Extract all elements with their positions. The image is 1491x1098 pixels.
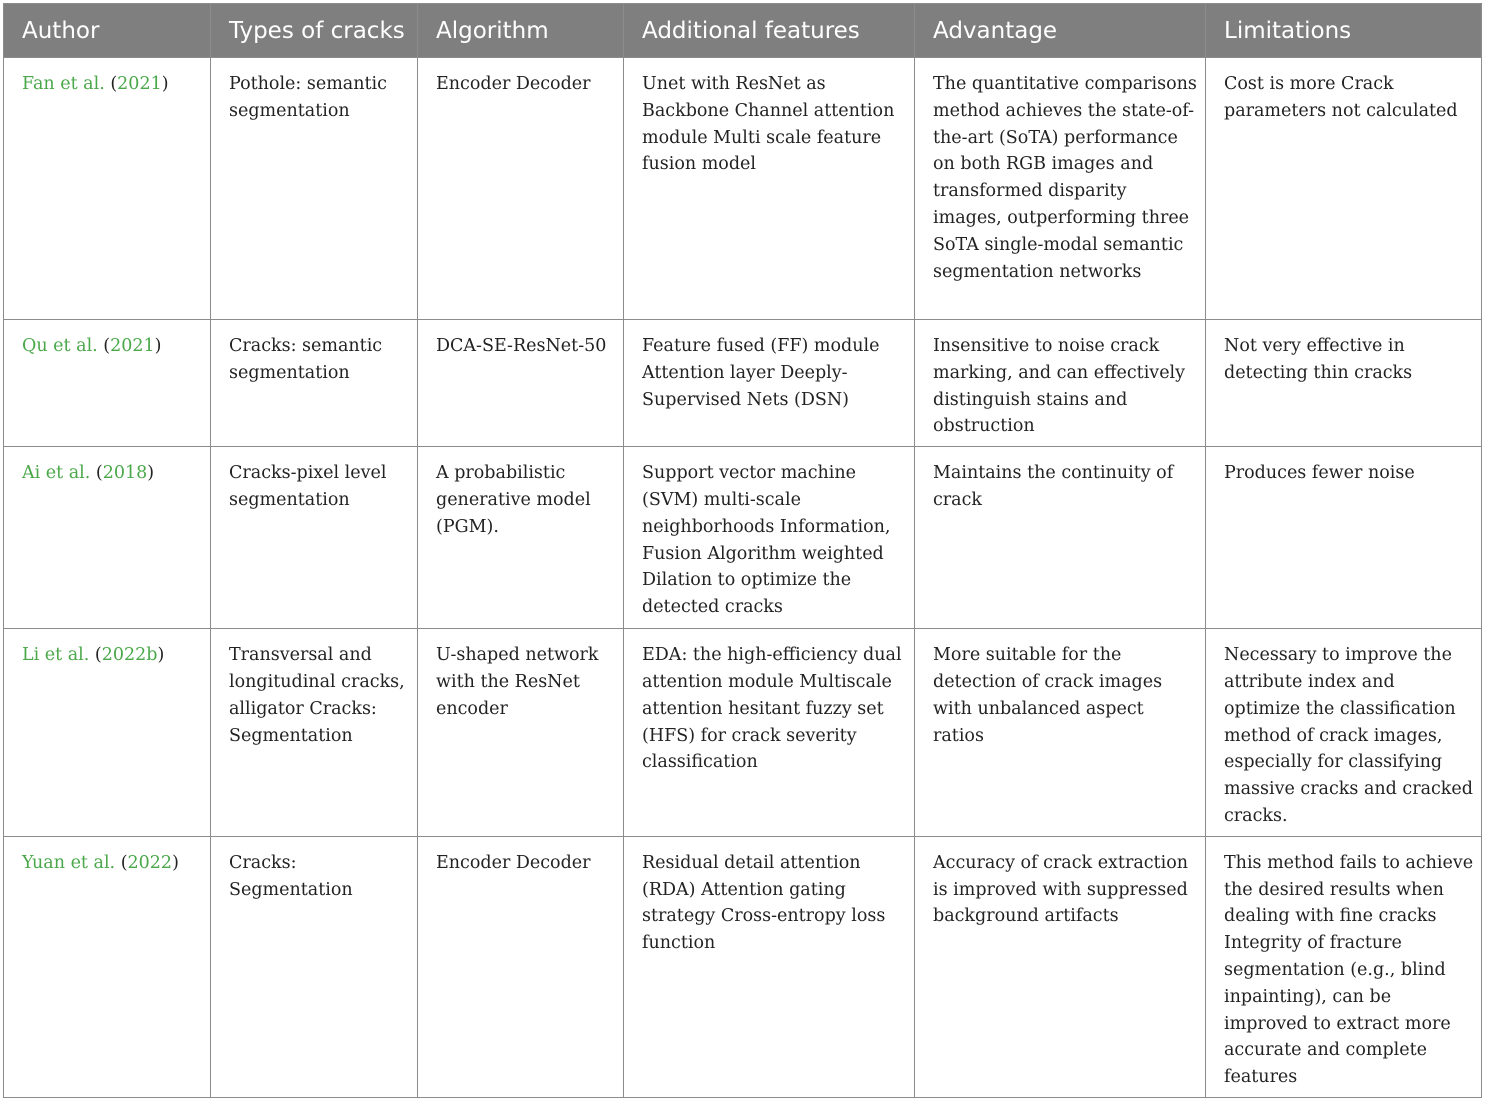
header-additional-features: Additional features bbox=[624, 4, 915, 58]
table-body bbox=[4, 58, 1482, 1098]
author-cell: Ai et al. (2018) bbox=[4, 447, 211, 629]
types-cell: Pothole: semantic segmentation bbox=[211, 58, 418, 320]
table-row bbox=[4, 58, 1482, 320]
author-link[interactable]: Qu et al. bbox=[22, 336, 98, 356]
types-cell: Cracks: semantic segmentation bbox=[211, 320, 418, 447]
year-link[interactable]: 2021 bbox=[117, 74, 162, 94]
features-cell: Feature fused (FF) module Attention layer Deeply-Supervised Nets (DSN) bbox=[624, 320, 915, 447]
types-cell: Cracks: Segmentation bbox=[211, 836, 418, 1097]
header-row bbox=[4, 4, 1482, 58]
table-header bbox=[4, 4, 1482, 58]
types-cell: Transversal and longitudinal cracks, alligator Cracks: Segmentation bbox=[211, 629, 418, 837]
algorithm-cell: U-shaped network with the ResNet encoder bbox=[418, 629, 624, 837]
limitations-cell: Necessary to improve the attribute index and optimize the classification method of crack images, especially for classifying massive cracks and cracked cracks. bbox=[1206, 629, 1482, 837]
comparison-table bbox=[3, 3, 1482, 1098]
author-cell: Li et al. (2022b) bbox=[4, 629, 211, 837]
author-cell: Qu et al. (2021) bbox=[4, 320, 211, 447]
advantage-cell: Maintains the continuity of crack bbox=[915, 447, 1206, 629]
header-author: Author bbox=[4, 4, 211, 58]
advantage-cell: The quantitative comparisons method achieves the state-of-the-art (SoTA) performance on both RGB images and transformed disparity images, outperforming three SoTA single-modal semantic segmentation networks bbox=[915, 58, 1206, 320]
header-types-of-cracks: Types of cracks bbox=[211, 4, 418, 58]
features-cell: Residual detail attention (RDA) Attention gating strategy Cross-entropy loss function bbox=[624, 836, 915, 1097]
header-algorithm: Algorithm bbox=[418, 4, 624, 58]
author-link[interactable]: Li et al. bbox=[22, 645, 90, 666]
header-limitations: Limitations bbox=[1206, 4, 1482, 58]
advantage-cell: Insensitive to noise crack marking, and can effectively distinguish stains and obstruction bbox=[915, 320, 1206, 447]
limitations-cell: Not very effective in detecting thin cracks bbox=[1206, 320, 1482, 447]
algorithm-cell: DCA-SE-ResNet-50 bbox=[418, 320, 624, 447]
limitations-cell: Produces fewer noise bbox=[1206, 447, 1482, 629]
types-cell: Cracks-pixel level segmentation bbox=[211, 447, 418, 629]
author-link[interactable]: Fan et al. bbox=[22, 74, 105, 94]
limitations-cell: This method fails to achieve the desired results when dealing with fine cracks Integrity of fracture segmentation (e.g., blind inpainting), can be improved to extract more accurate and complete features bbox=[1206, 836, 1482, 1097]
year-link[interactable]: 2022b bbox=[101, 645, 158, 666]
author-cell: Yuan et al. (2022) bbox=[4, 836, 211, 1097]
author-link[interactable]: Ai et al. bbox=[22, 463, 91, 484]
table-row bbox=[4, 447, 1482, 629]
table-row bbox=[4, 836, 1482, 1097]
author-link[interactable]: Yuan et al. bbox=[22, 852, 116, 873]
features-cell: Unet with ResNet as Backbone Channel attention module Multi scale feature fusion model bbox=[624, 58, 915, 320]
year-link[interactable]: 2022 bbox=[127, 852, 173, 873]
algorithm-cell: A probabilistic generative model (PGM). bbox=[418, 447, 624, 629]
algorithm-cell: Encoder Decoder bbox=[418, 58, 624, 320]
features-cell: EDA: the high-efficiency dual attention module Multiscale attention hesitant fuzzy set (HFS) for crack severity classification bbox=[624, 629, 915, 837]
table-row bbox=[4, 629, 1482, 837]
author-cell: Fan et al. (2021) bbox=[4, 58, 211, 320]
features-cell: Support vector machine (SVM) multi-scale neighborhoods Information, Fusion Algorithm weighted Dilation to optimize the detected cracks bbox=[624, 447, 915, 629]
header-advantage: Advantage bbox=[915, 4, 1206, 58]
year-link[interactable]: 2018 bbox=[102, 463, 148, 484]
table-row bbox=[4, 320, 1482, 447]
algorithm-cell: Encoder Decoder bbox=[418, 836, 624, 1097]
advantage-cell: More suitable for the detection of crack images with unbalanced aspect ratios bbox=[915, 629, 1206, 837]
limitations-cell: Cost is more Crack parameters not calculated bbox=[1206, 58, 1482, 320]
advantage-cell: Accuracy of crack extraction is improved with suppressed background artifacts bbox=[915, 836, 1206, 1097]
year-link[interactable]: 2021 bbox=[110, 336, 155, 356]
